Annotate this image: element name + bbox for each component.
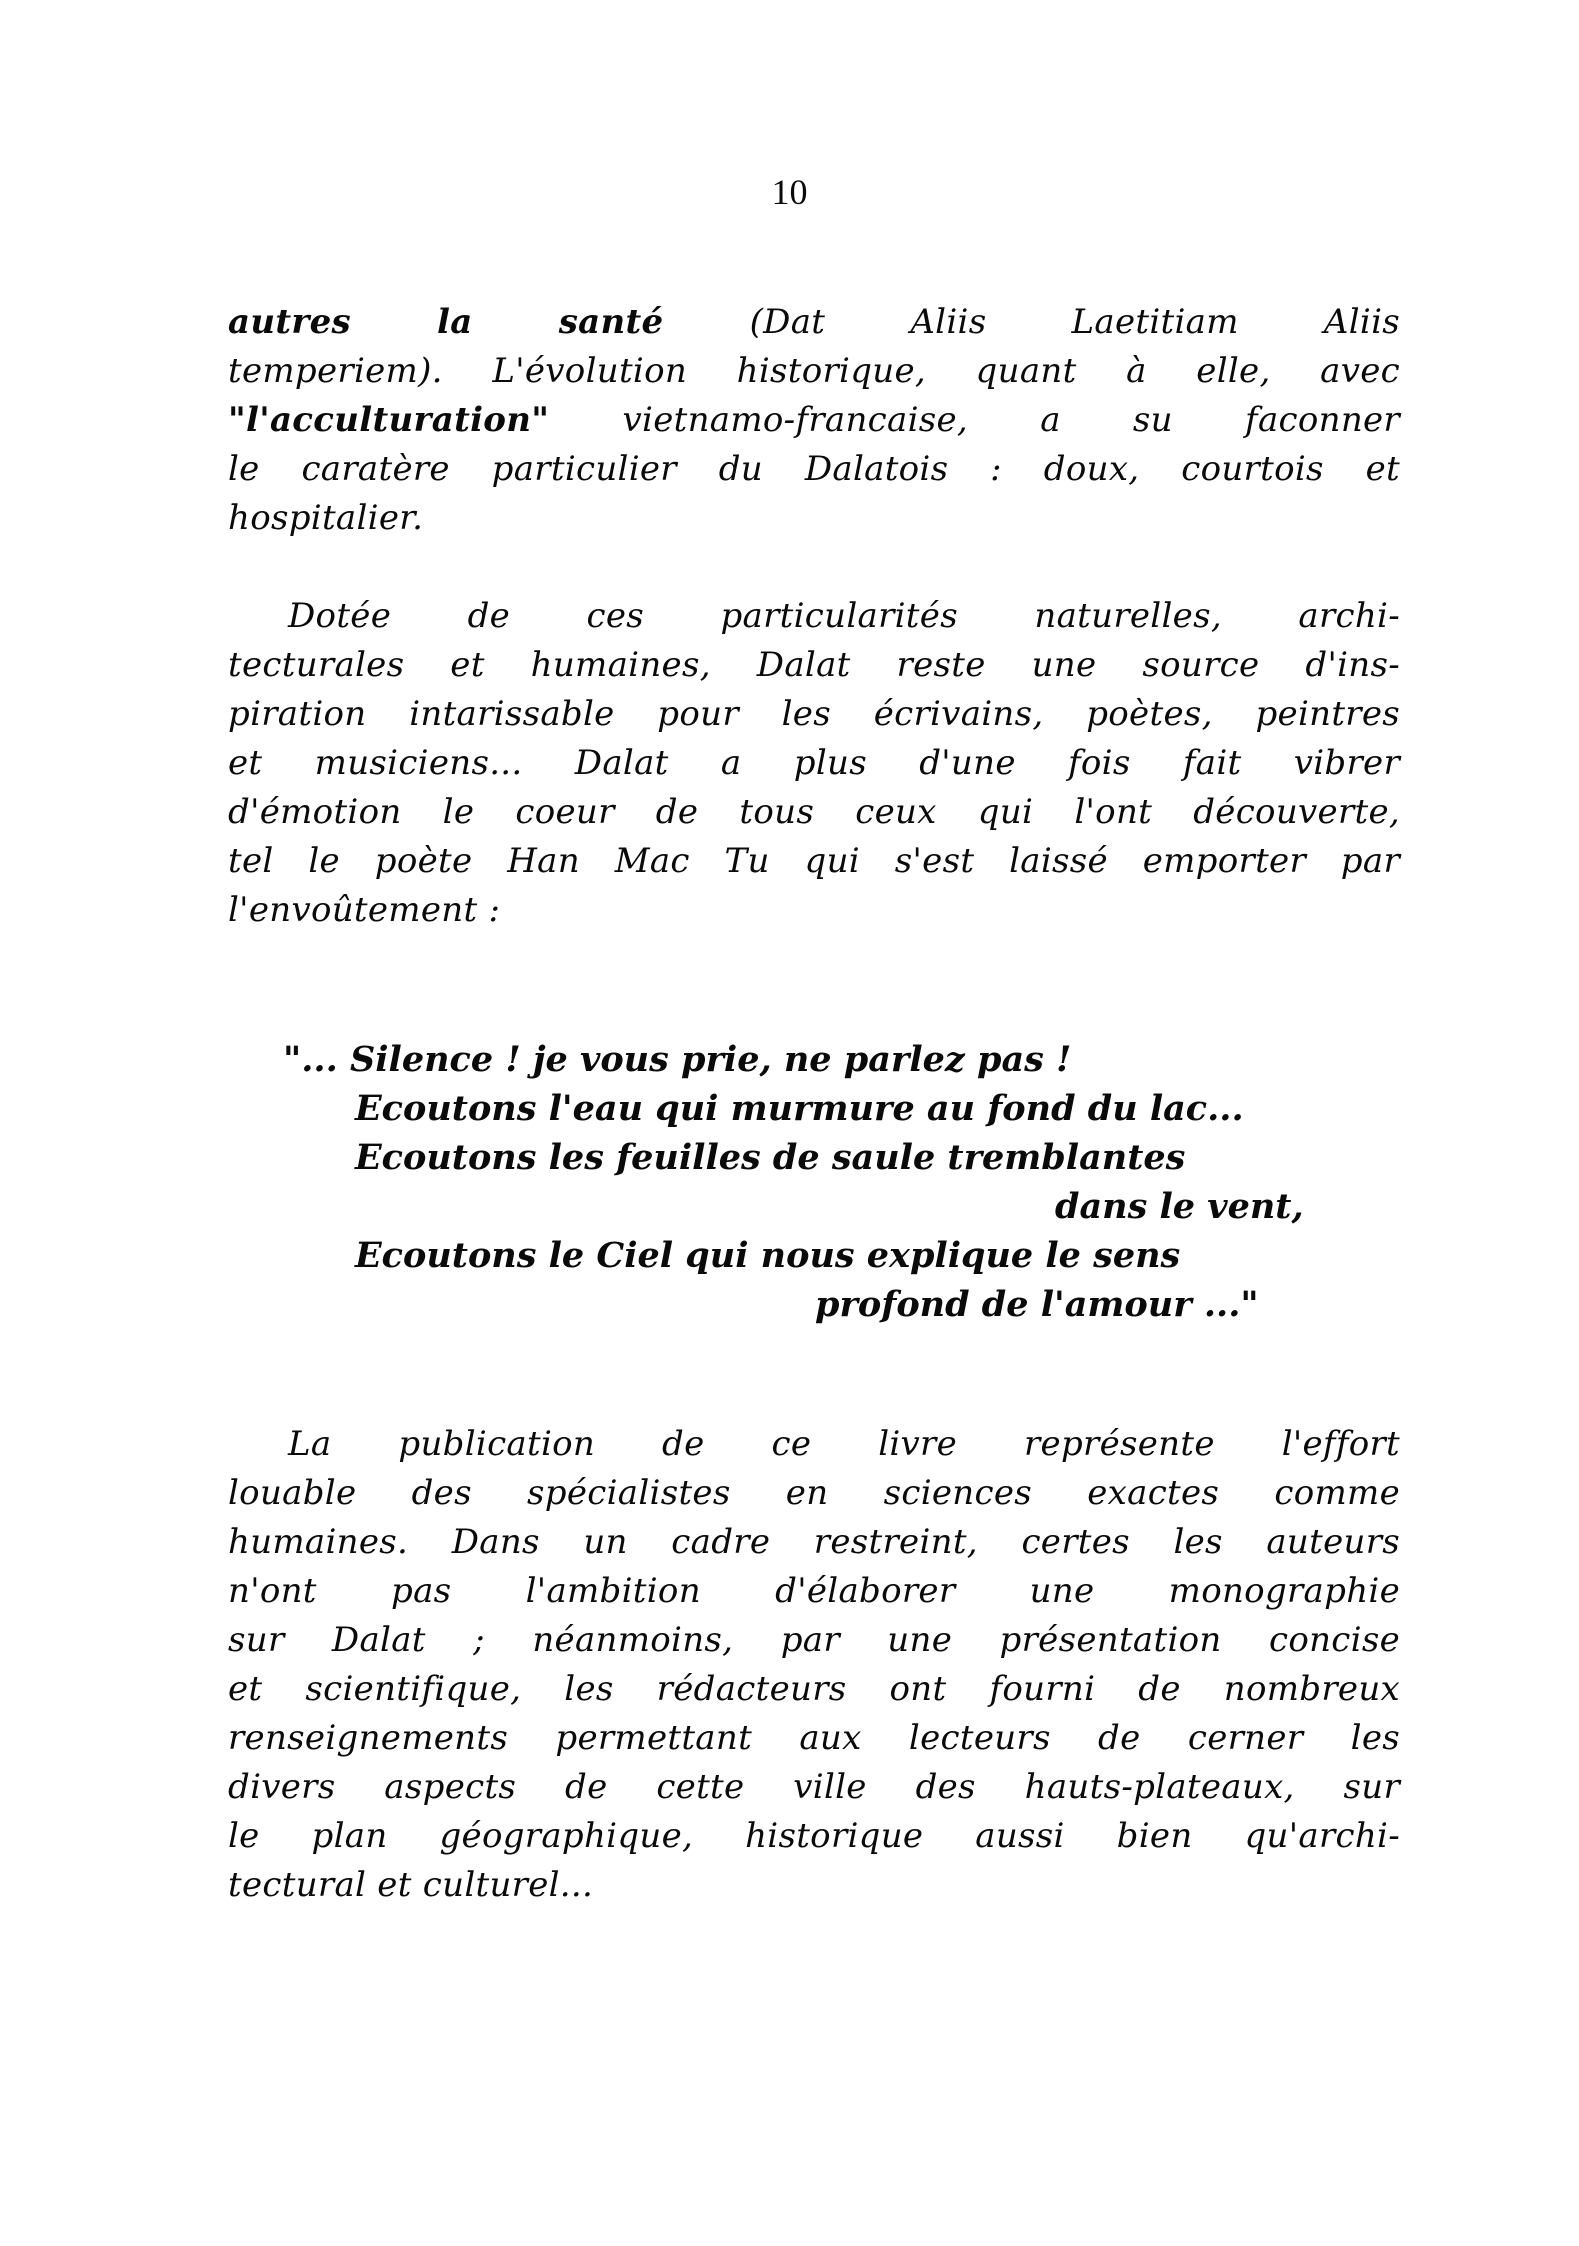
text-line: divers aspects de cette ville des hauts-plateaux, sur: [228, 1767, 1400, 1807]
text-line: l'envoûtement :: [228, 890, 501, 930]
text-line: humaines. Dans un cadre restreint, certes les auteurs: [228, 1522, 1400, 1562]
text-line: La publication de ce livre représente l'effort: [288, 1424, 1400, 1464]
text-line: Dotée de ces particularités naturelles, archi-: [288, 596, 1400, 636]
poem-line: profond de l'amour ...": [815, 1284, 1259, 1325]
poem-line: Ecoutons l'eau qui murmure au fond du lac...: [355, 1088, 1244, 1129]
paragraph-1: [228, 298, 1400, 543]
text-line: tecturales et humaines, Dalat reste une source d'ins-: [228, 645, 1400, 685]
text-line: n'ont pas l'ambition d'élaborer une monographie: [228, 1571, 1400, 1611]
poem-line: dans le vent,: [1055, 1186, 1304, 1227]
text-line: le caratère particulier du Dalatois : doux, courtois et: [228, 449, 1400, 489]
text-line: le plan géographique, historique aussi bien qu'archi-: [228, 1816, 1400, 1856]
paragraph-3: [228, 1420, 1400, 1910]
text-line: d'émotion le coeur de tous ceux qui l'ont découverte,: [228, 792, 1400, 832]
bold-phrase: "l'acculturation": [228, 400, 623, 440]
text-line: [228, 396, 1400, 445]
text-line: sur Dalat ; néanmoins, par une présentation concise: [228, 1620, 1400, 1660]
text-line: louable des spécialistes en sciences exactes comme: [228, 1473, 1400, 1513]
text-line: [228, 298, 1400, 347]
poem-line: "... Silence ! je vous prie, ne parlez pas !: [283, 1039, 1072, 1080]
text-line: et scientifique, les rédacteurs ont fourni de nombreux: [228, 1669, 1400, 1709]
latin-phrase: (Dat Aliis Laetitiam Aliis: [749, 302, 1400, 342]
text-line: et musiciens... Dalat a plus d'une fois fait vibrer: [228, 743, 1400, 783]
bold-phrase: autres la santé: [228, 302, 750, 342]
text-line: piration intarissable pour les écrivains, poètes, peintres: [228, 694, 1400, 734]
text-line: tel le poète Han Mac Tu qui s'est laissé emporter par: [228, 841, 1400, 881]
text-line: renseignements permettant aux lecteurs de cerner les: [228, 1718, 1400, 1758]
text-line: tectural et culturel...: [228, 1865, 594, 1905]
text-line: temperiem). L'évolution historique, quant à elle, avec: [228, 351, 1400, 391]
text-line: hospitalier.: [228, 498, 424, 538]
poem-line: Ecoutons le Ciel qui nous explique le sens: [355, 1235, 1181, 1276]
poem-line: Ecoutons les feuilles de saule tremblantes: [355, 1137, 1186, 1178]
page-number: 10: [771, 172, 808, 212]
text-run: vietnamo-francaise, a su faconner: [622, 400, 1400, 440]
paragraph-2: [228, 592, 1400, 935]
